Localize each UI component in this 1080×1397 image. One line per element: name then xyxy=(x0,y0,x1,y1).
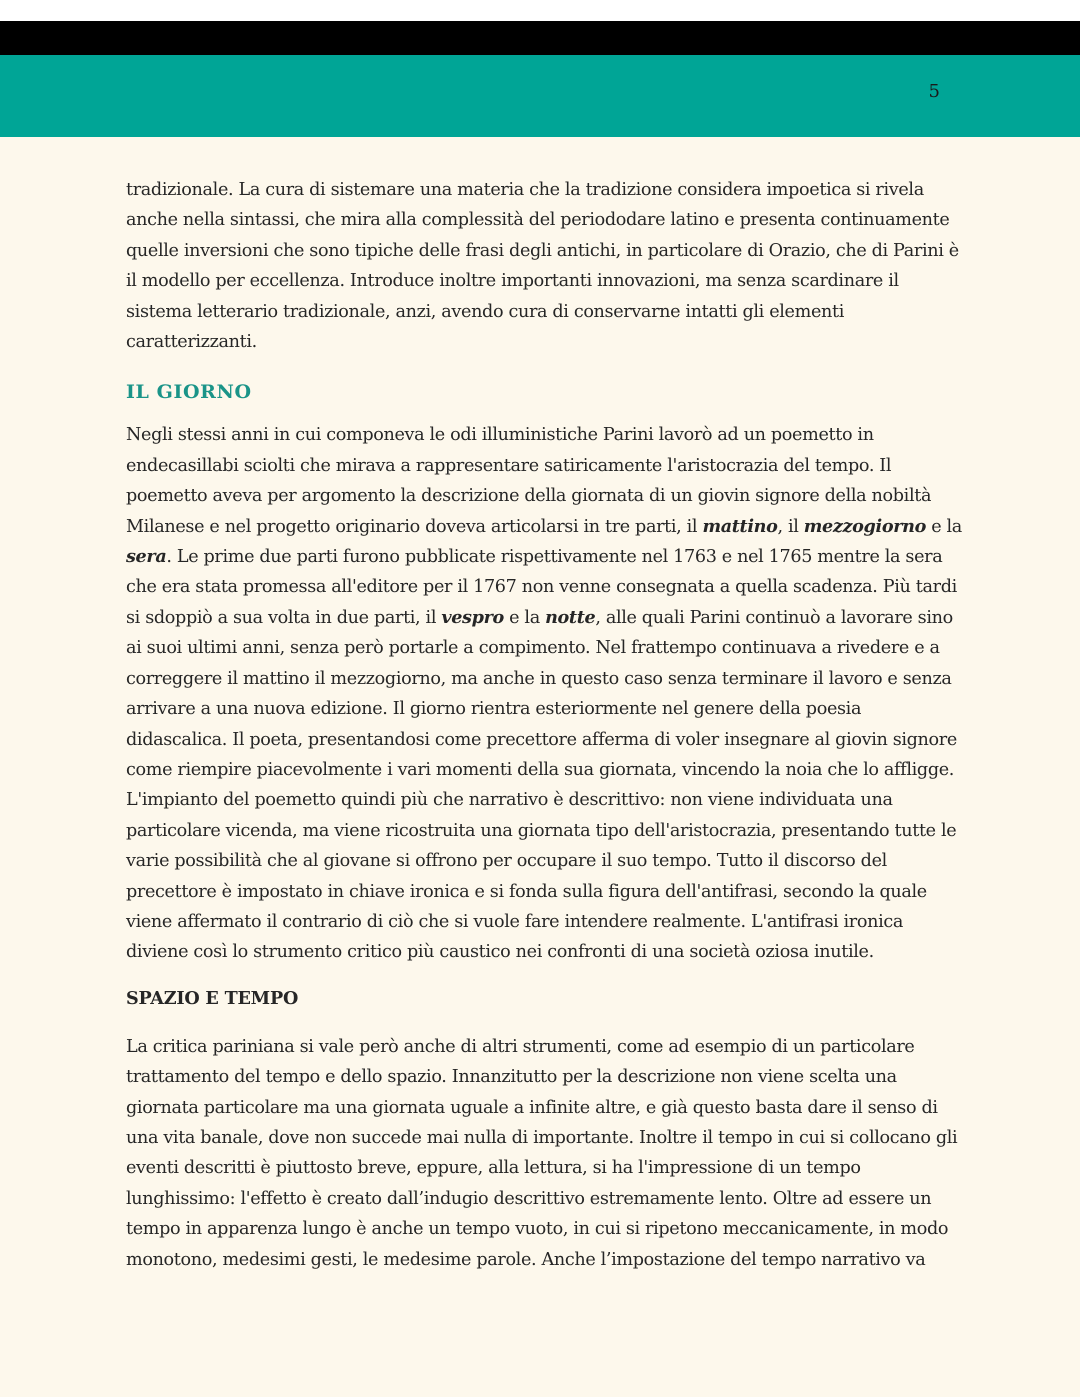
page-number: 5 xyxy=(928,81,940,102)
section-title-il-giorno: IL GIORNO xyxy=(126,381,252,404)
term-notte: notte xyxy=(545,606,596,628)
text-run: e la xyxy=(503,607,546,628)
top-margin xyxy=(0,0,1080,21)
il-giorno-paragraph xyxy=(126,420,966,967)
intro-paragraph: tradizionale. La cura di sistemare una materia che la tradizione considera impoetica si rivela anche nella sintassi, che mira alla complessità del periododare latino e presenta continuamente quelle inversioni che sono tipiche delle frasi degli antichi, in particolare di Orazio, che di Parini è il modello per eccellenza. Introduce inoltre importanti innovazioni, ma senza scardinare il sistema letterario tradizionale, anzi, avendo cura di conservarne intatti gli elementi caratterizzanti. xyxy=(126,180,959,353)
page-body xyxy=(126,175,966,1275)
top-black-band xyxy=(0,21,1080,55)
term-vespro: vespro xyxy=(441,606,504,628)
text-run: . Le prime due parti furono pubblicate rispettivamente nel 1763 e nel 1765 mentre la sera che era stata promessa all'editore per il 1767 non venne consegnata a quella scadenza. Più tardi si sdoppiò a sua volta in due parti, il xyxy=(126,547,957,628)
term-mezzogiorno: mezzogiorno xyxy=(803,515,926,537)
page-header xyxy=(0,55,1080,137)
text-run: Negli stessi anni in cui componeva le odi illuministiche Parini lavorò ad un poemetto in endecasillabi sciolti che mirava a rappresentare satiricamente l'aristocrazia del tempo. Il poemetto aveva per argomento la descrizione della giornata di un giovin signore della nobiltà Milanese e nel progetto originario doveva articolarsi in tre parti, il xyxy=(126,425,932,537)
term-mattino: mattino xyxy=(702,515,778,537)
spazio-e-tempo-paragraph: La critica pariniana si vale però anche di altri strumenti, come ad esempio di un particolare trattamento del tempo e dello spazio. Innanzitutto per la descrizione non viene scelta una giornata particolare ma una giornata uguale a infinite altre, e già questo basta dare il senso di una vita banale, dove non succede mai nulla di importante. Inoltre il tempo in cui si collocano gli eventi descritti è piuttosto breve, eppure, alla lettura, si ha l'impressione di un tempo lunghissimo: l'effetto è creato dall’indugio descrittivo estremamente lento. Oltre ad essere un tempo in apparenza lungo è anche un tempo vuoto, in cui si ripetono meccanicamente, in modo monotono, medesimi gesti, le medesime parole. Anche l’impostazione del tempo narrativo va xyxy=(126,1036,958,1270)
section-title-spazio-e-tempo: SPAZIO E TEMPO xyxy=(126,987,299,1009)
term-sera: sera xyxy=(126,546,167,568)
text-run: , alle quali Parini continuò a lavorare sino ai suoi ultimi anni, senza però portarle a compimento. Nel frattempo continuava a rivedere e a correggere il mattino il mezzogiorno, ma anche in questo caso senza terminare il lavoro e senza arrivare a una nuova edizione. Il giorno rientra esteriormente nel genere della poesia didascalica. Il poeta, presentandosi come precettore afferma di voler insegnare al giovin signore come riempire piacevolmente i vari momenti della sua giornata, vincendo la noia che lo affligge. L'impianto del poemetto quindi più che narrativo è descrittivo: non viene individuata una particolare vicenda, ma viene ricostruita una giornata tipo dell'aristocrazia, presentando tutte le varie possibilità che al giovane si offrono per occupare il suo tempo. Tutto il discorso del precettore è impostato in chiave ironica e si fonda sulla figura dell'antifrasi, secondo la quale viene affermato il contrario di ciò che si vuole fare intendere realmente. L'antifrasi ironica diviene così lo strumento critico più caustico nei confronti di una società oziosa inutile. xyxy=(126,607,957,963)
text-run: e la xyxy=(925,516,962,537)
text-run: , il xyxy=(777,516,804,537)
